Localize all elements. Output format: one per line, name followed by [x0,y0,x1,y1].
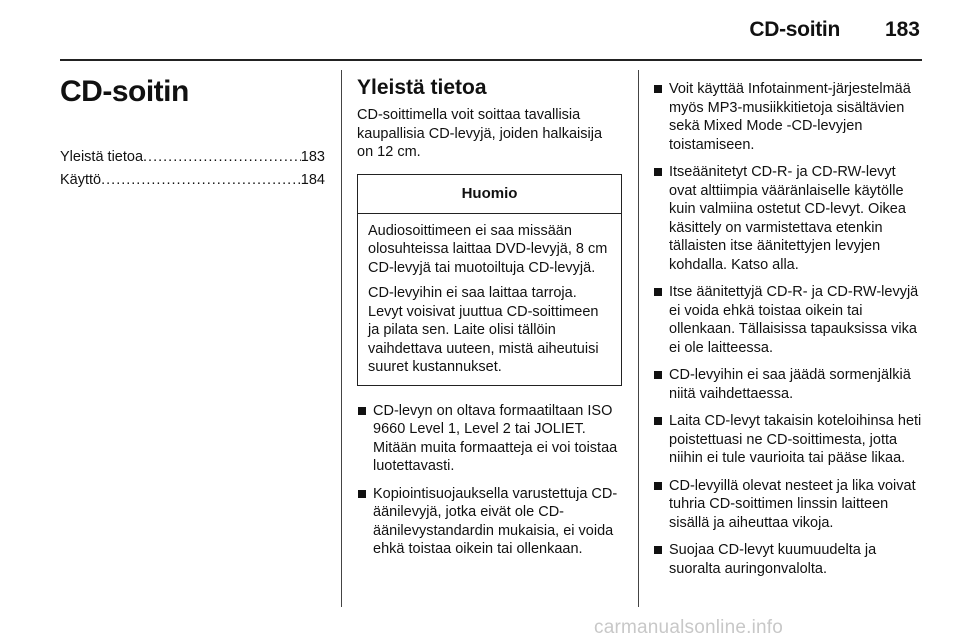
watermark: carmanualsonline.info [594,617,784,638]
caution-box [357,174,622,386]
column-2 [357,74,622,568]
toc-entry-usage[interactable] [60,169,325,192]
list-item-text: Suojaa CD-levyt kuumuudelta ja suoralta auringonvalolta. [669,542,877,577]
page-header [0,0,960,60]
toc-entry-page: 183 [300,149,325,165]
toc-entry-general[interactable] [60,146,325,169]
list-item-text: Kopiointisuojauksella varustettuja CD-äänilevyjä, jotka eivät ole CD-äänilevystandardin mukaisia, ei voida ehkä toistaa oikein tai ollenkaan. [373,485,618,557]
bullet-list [357,402,622,559]
column-divider-2 [638,70,639,607]
square-bullet-icon [358,490,366,498]
toc-leader [143,146,301,169]
square-bullet-icon [654,168,662,176]
square-bullet-icon [654,288,662,296]
list-item [653,283,925,357]
header-rule [60,59,922,61]
list-item-text: CD-levyihin ei saa jäädä sormenjälkiä niitä vaihdettaessa. [669,367,911,402]
bullet-list [653,80,925,578]
table-of-contents [60,146,325,192]
column-1 [60,74,325,192]
list-item-text: CD-levyillä olevat nesteet ja lika voivat tuhria CD-soittimen linssin laitteen sisällä ja aiheuttaa vikoja. [669,477,916,531]
square-bullet-icon [654,482,662,490]
section-title: Yleistä tietoa [357,76,487,99]
chapter-title: CD-soitin [60,75,189,108]
square-bullet-icon [654,546,662,554]
toc-entry-page: 184 [300,172,325,188]
caution-heading: Huomio [358,175,621,214]
list-item-text: Itse äänitettyjä CD-R- ja CD-RW-levyjä ei voida ehkä toistaa oikein tai ollenkaan. Tällaisissa tapauksissa vika ei ole laitteessa. [669,284,919,356]
toc-leader [101,169,301,192]
square-bullet-icon [654,371,662,379]
list-item [357,402,622,476]
running-title: CD-soitin [749,18,840,41]
list-item [653,366,925,403]
caution-body [358,214,621,385]
page-number: 183 [884,18,920,41]
column-divider-1 [341,70,342,607]
list-item [653,412,925,468]
list-item [357,485,622,559]
square-bullet-icon [654,417,662,425]
square-bullet-icon [654,85,662,93]
caution-paragraph: Audiosoittimeen ei saa missään olosuhteissa laittaa DVD-levyjä, 8 cm CD-levyjä tai muotoiltuja CD-levyjä. [368,222,608,276]
list-item-text: Voit käyttää Infotainment-järjestelmää myös MP3-musiikkitietoja sisältävien sekä Mixed Mode -CD-levyjen toistamiseen. [669,81,911,153]
toc-entry-label: Yleistä tietoa [60,149,144,165]
list-item-text: Itseäänitetyt CD-R- ja CD-RW-levyt ovat alttiimpia vääränlaiselle käytölle kuin valmiina ostetut CD-levyt. Oikea käsittely on varmistettava etenkin tällaisten itse äänitettyjen levyjen kohdalla. Katso alla. [669,164,906,273]
square-bullet-icon [358,407,366,415]
list-item [653,80,925,154]
list-item-text: Laita CD-levyt takaisin koteloihinsa heti poistettuasi ne CD-soittimesta, jotta niihin ei tule vaurioita tai pääse likaa. [669,413,922,466]
list-item-text: CD-levyn on oltava formaatiltaan ISO 9660 Level 1, Level 2 tai JOLIET. Mitään muita formaatteja ei voi toistaa luotettavasti. [373,402,618,474]
column-3 [653,80,925,587]
list-item [653,541,925,578]
caution-paragraph: CD-levyihin ei saa laittaa tarroja. Levyt voisivat juuttua CD-soittimeen ja pilata sen. Laite olisi tällöin vaihdettava uuteen, mistä aiheutuisi suuret kustannukset. [368,285,599,375]
intro-paragraph: CD-soittimella voit soittaa tavallisia kaupallisia CD-levyjä, joiden halkaisija on 12 cm. [357,107,603,160]
toc-entry-label: Käyttö [60,172,102,188]
list-item [653,163,925,274]
list-item [653,477,925,533]
